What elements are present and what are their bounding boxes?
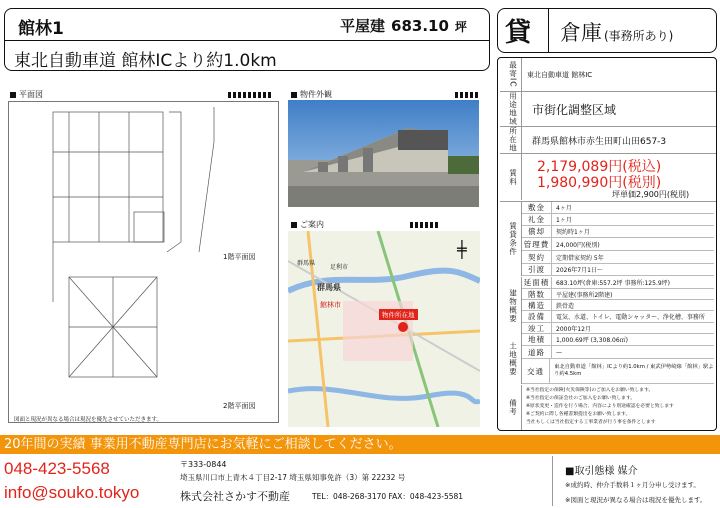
- term-value: 1ヶ月: [556, 217, 572, 224]
- map-label-gunma-top: 群馬県: [297, 260, 316, 267]
- term-key: 管理費: [522, 238, 552, 250]
- term-row: [522, 264, 714, 276]
- building-key: 階数: [522, 289, 552, 299]
- land-key: 地積: [522, 334, 552, 345]
- label-building: 建物概要: [504, 277, 522, 334]
- building-key: 構造: [522, 300, 552, 310]
- building-rows: [500, 277, 716, 334]
- zoning-value: 市街化調整区域: [532, 103, 617, 117]
- category-note: (事務所あり): [604, 29, 674, 43]
- building-value: 683.10坪(倉庫:557.2坪 事務所:125.9坪): [556, 280, 670, 287]
- area-value: 683.10: [391, 17, 449, 35]
- footer-divider: [552, 456, 553, 506]
- term-row: [522, 238, 714, 251]
- rent-tax-in: 2,179,089円(税込): [537, 159, 662, 175]
- map-label-gunma: 群馬県: [317, 283, 341, 292]
- rent-tax-out: 1,980,990円(税別): [537, 175, 662, 191]
- footer-banner: 20年間の実績 事業用不動産専門店にお気軽にご相談してください。: [0, 435, 720, 454]
- address-value: 群馬県館林市赤生田町山田657-3: [532, 137, 667, 147]
- building-value: 電気、水道、トイレ、電動シャッター、浄化槽、事務所: [556, 314, 705, 321]
- land-row: [522, 334, 714, 346]
- area-map: [288, 231, 480, 427]
- term-value: 24,000円(税別): [556, 241, 600, 249]
- floor-plan-title: 平面図: [19, 90, 43, 99]
- land-key: 道路: [522, 346, 552, 358]
- term-value: 契約時1ヶ月: [556, 229, 590, 236]
- divider: [500, 153, 716, 154]
- land-rows: [500, 334, 716, 384]
- square-icon: [291, 222, 297, 228]
- area-summary: [340, 15, 467, 36]
- building-key: 竣工: [522, 323, 552, 333]
- exterior-photo: [288, 100, 479, 207]
- building-row: [522, 300, 714, 311]
- term-row: [522, 214, 714, 226]
- header-vdivider: [548, 8, 549, 53]
- term-key: 償却: [522, 226, 552, 237]
- floor-plan-drawing: [9, 102, 278, 422]
- category: [560, 17, 673, 47]
- map-label-ashikaga: 足利市: [330, 264, 349, 271]
- term-value: 定期借家契約 5年: [556, 254, 604, 262]
- floor1-label: 1階平面図: [223, 253, 256, 261]
- remarks-lines: [526, 387, 714, 427]
- footer-company: 株式会社さかす不動産: [180, 490, 290, 503]
- land-value: —: [556, 348, 562, 356]
- footer-diff-note: ※図面と現況が異なる場合は現況を優先します。: [565, 496, 707, 504]
- land-row: [522, 346, 714, 359]
- map-marker-label: 物件所在地: [379, 309, 418, 320]
- label-land: 土地概要: [504, 334, 522, 384]
- building-value: 鉄骨造: [556, 302, 575, 310]
- exterior-header: [291, 89, 332, 100]
- map-area: [288, 231, 480, 427]
- remark-line: ※当社指定の保険(火災保険等)のご加入をお願い致します。: [526, 388, 654, 393]
- label-rent: 賃料: [504, 154, 522, 200]
- north-arrow-icon: ╪: [457, 240, 467, 259]
- map-dashes: [410, 222, 438, 228]
- footer-tel-fax: TEL：048-268-3170 FAX：048-423-5581: [312, 492, 464, 501]
- remark-line: ※原状変更・造作を行う場合、内容により別途確認を必要と致します: [526, 404, 674, 409]
- remark-line: ※当社指定の保証会社のご加入をお願い致します。: [526, 396, 636, 401]
- land-value: 東北自動車道「館林」ICより約1.0km / 東武伊勢崎線「館林」駅より約4.5km: [554, 364, 714, 377]
- label-remarks: 備考: [504, 385, 522, 430]
- terms-rows: [500, 202, 716, 276]
- rent-per-tsubo: 坪単価2,900円(税別): [612, 190, 690, 199]
- property-name: 館林1: [18, 19, 64, 39]
- building-row: [522, 323, 714, 334]
- map-pin-icon: [398, 322, 408, 332]
- land-key: 交通: [522, 359, 550, 383]
- land-value: 1,000.69坪 (3,308.06㎡): [556, 337, 629, 344]
- square-icon: [291, 92, 297, 98]
- term-key: 契約: [522, 251, 552, 263]
- floor-plan-header: [10, 89, 43, 100]
- label-zoning: 用途地域: [504, 92, 522, 126]
- footer-fee-note: ※成約時、仲介手数料１ヶ月分申し受けます。: [565, 481, 700, 489]
- exterior-dashes: [455, 92, 478, 98]
- building-row: [522, 289, 714, 300]
- building-value: 2000年12月: [556, 325, 591, 333]
- term-key: 敷金: [522, 202, 552, 213]
- term-key: 礼金: [522, 214, 552, 225]
- building-value: 平屋建(事務所2階建): [556, 291, 613, 299]
- floor-plan-note: 図面と現況が異なる場合は現況を優先させていただきます。: [14, 417, 163, 423]
- warehouse-photo: [288, 100, 479, 207]
- remark-line: 当社もしくは当社指定する工事業者が行う事を条件とします: [526, 420, 656, 425]
- exterior-title: 物件外観: [300, 90, 332, 99]
- area-unit: 坪: [454, 20, 467, 34]
- term-row: [522, 202, 714, 214]
- square-icon: [10, 92, 16, 98]
- term-row: [522, 226, 714, 238]
- term-key: 引渡: [522, 264, 552, 275]
- footer-deal: ■取引態様 媒介: [565, 466, 638, 477]
- building-key: 延面積: [522, 277, 552, 288]
- term-value: 4ヶ月: [556, 205, 572, 212]
- term-row: [522, 251, 714, 264]
- footer-phone[interactable]: 048-423-5568: [4, 459, 110, 478]
- divider: [500, 91, 716, 92]
- footer-address: 埼玉県川口市上青木４丁目2-17 埼玉県知事免許（3）第 22232 号: [180, 473, 406, 482]
- building-row: [522, 277, 714, 289]
- building-type: 平屋建: [340, 17, 386, 35]
- map-label-tatebayashi: 館林市: [320, 301, 341, 309]
- label-nearest-ic: 最寄IC: [504, 58, 522, 91]
- floor2-label: 2階平面図: [223, 402, 256, 410]
- floor-plan-area: [8, 101, 279, 423]
- term-value: 2026年7月1日〜: [556, 267, 603, 274]
- label-terms: 賃貸条件: [504, 202, 522, 276]
- label-address: 所在地: [504, 127, 522, 153]
- building-row: [522, 311, 714, 323]
- building-key: 設備: [522, 311, 552, 322]
- map-header: [291, 219, 324, 230]
- footer-postal: 〒333-0844: [180, 460, 227, 469]
- access-title: 東北自動車道 館林ICより約1.0km: [14, 51, 277, 71]
- nearest-ic-value: 東北自動車道 館林IC: [527, 71, 593, 79]
- category-label: 倉庫: [560, 21, 602, 45]
- header-divider: [4, 40, 490, 41]
- land-row: [522, 359, 714, 384]
- remark-line: ※ご契約に際し各種書類提出をお願い致します。: [526, 412, 631, 417]
- floor-plan-dashes: [228, 92, 271, 98]
- footer-email[interactable]: info@souko.tokyo: [4, 483, 140, 502]
- map-title: ご案内: [300, 220, 324, 229]
- divider: [500, 126, 716, 127]
- deal-type: 貸: [505, 18, 532, 48]
